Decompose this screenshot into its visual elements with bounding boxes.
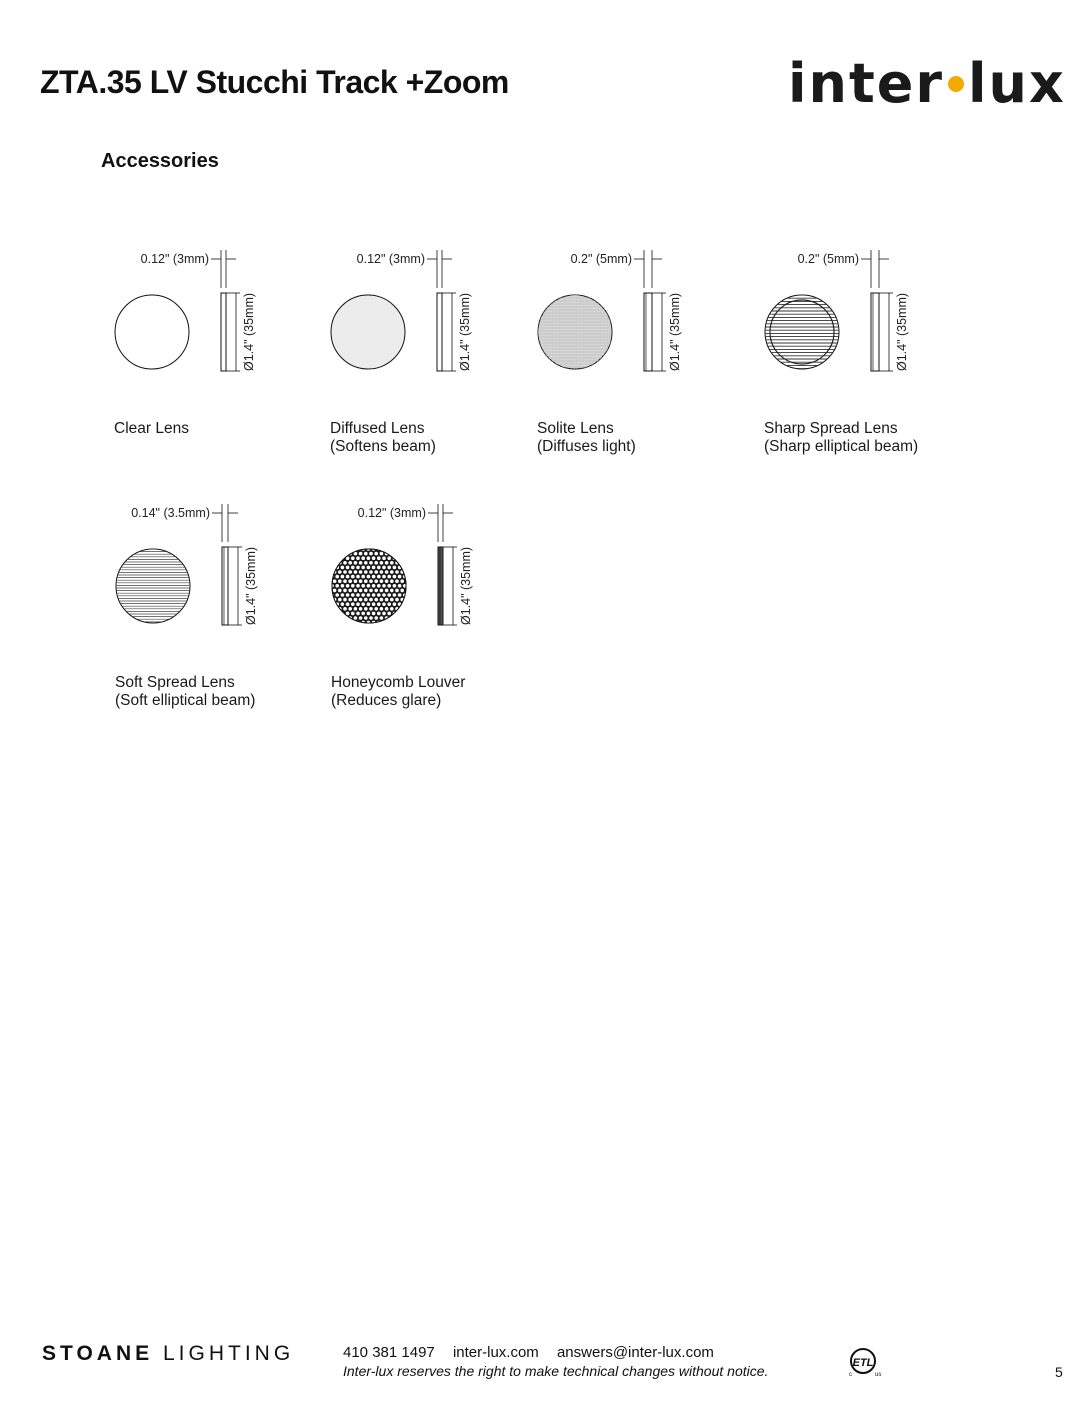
disclaimer-note: Inter-lux reserves the right to make technical changes without notice. — [343, 1363, 769, 1379]
thickness-label: 0.2" (5mm) — [797, 252, 859, 266]
stoane-lighting-logo — [42, 1342, 294, 1366]
lens-side-profile — [871, 293, 879, 371]
accessory-label — [331, 674, 465, 710]
email-link[interactable]: answers@inter-lux.com — [556, 1344, 714, 1361]
accessory-name: Diffused Lens — [330, 420, 425, 437]
section-title: Accessories — [101, 150, 219, 172]
phone-number[interactable]: 410 381 1497 — [343, 1344, 435, 1361]
website-link[interactable]: inter-lux.com — [452, 1344, 539, 1361]
accessory-description: (Reduces glare) — [331, 692, 442, 709]
lens-drawing — [331, 496, 551, 666]
cert-us-text: us — [875, 1372, 882, 1378]
diameter-label: Ø1.4" (35mm) — [895, 292, 909, 372]
accessory-name: Soft Spread Lens — [115, 674, 235, 691]
logo-text-right: lux — [968, 52, 1066, 115]
brand-bold: STOANE — [42, 1342, 154, 1365]
logo-text-left: inter — [788, 52, 945, 115]
accessory-label — [764, 420, 918, 456]
accessory-name: Sharp Spread Lens — [764, 420, 898, 437]
diameter-label: Ø1.4" (35mm) — [242, 292, 256, 372]
diameter-label: Ø1.4" (35mm) — [458, 292, 472, 372]
etl-listed-icon — [848, 1346, 890, 1380]
accessory-honeycomb-louver — [331, 496, 551, 726]
lens-drawing — [537, 242, 757, 412]
accessory-solite-lens — [537, 242, 757, 472]
thickness-label: 0.12" (3mm) — [140, 252, 209, 266]
lens-side-profile — [222, 547, 228, 625]
accessory-label — [115, 674, 255, 710]
lens-face — [331, 295, 405, 369]
inter-lux-logo — [788, 52, 1066, 116]
lens-face — [765, 295, 839, 369]
accessory-name: Honeycomb Louver — [331, 674, 466, 691]
thickness-label: 0.12" (3mm) — [356, 252, 425, 266]
cert-mark-text: ETL — [852, 1357, 874, 1369]
brand-light: LIGHTING — [162, 1342, 295, 1365]
accessory-description: (Diffuses light) — [537, 438, 636, 455]
accessory-sharp-spread-lens — [764, 242, 984, 472]
lens-drawing — [114, 242, 334, 412]
accessory-description: (Sharp elliptical beam) — [764, 438, 919, 455]
diameter-label: Ø1.4" (35mm) — [244, 546, 258, 626]
thickness-label: 0.14" (3.5mm) — [131, 506, 210, 520]
lens-side-profile — [221, 293, 226, 371]
accessory-clear-lens — [114, 242, 334, 472]
lens-face — [115, 295, 189, 369]
lens-drawing — [115, 496, 335, 666]
footer-contact — [343, 1344, 728, 1361]
accessory-label — [330, 420, 436, 456]
lens-drawing — [330, 242, 550, 412]
accessory-soft-spread-lens — [115, 496, 335, 726]
lens-face — [116, 549, 190, 623]
accessory-description: (Softens beam) — [330, 438, 436, 455]
accessory-description: (Soft elliptical beam) — [115, 692, 256, 709]
logo-dot — [948, 76, 964, 92]
diameter-label: Ø1.4" (35mm) — [459, 546, 473, 626]
page-title: ZTA.35 LV Stucchi Track +Zoom — [40, 64, 509, 100]
accessory-name: Clear Lens — [114, 420, 189, 437]
accessory-label — [537, 420, 636, 456]
thickness-label: 0.12" (3mm) — [357, 506, 426, 520]
page-number: 5 — [1055, 1364, 1063, 1380]
accessory-label — [114, 420, 189, 438]
thickness-label: 0.2" (5mm) — [570, 252, 632, 266]
accessory-name: Solite Lens — [537, 420, 614, 437]
lens-side-profile — [437, 293, 442, 371]
accessory-diffused-lens — [330, 242, 550, 472]
lens-side-profile — [644, 293, 652, 371]
diameter-label: Ø1.4" (35mm) — [668, 292, 682, 372]
cert-c-text: c — [849, 1372, 852, 1378]
lens-side-profile — [438, 547, 443, 625]
lens-drawing — [764, 242, 984, 412]
